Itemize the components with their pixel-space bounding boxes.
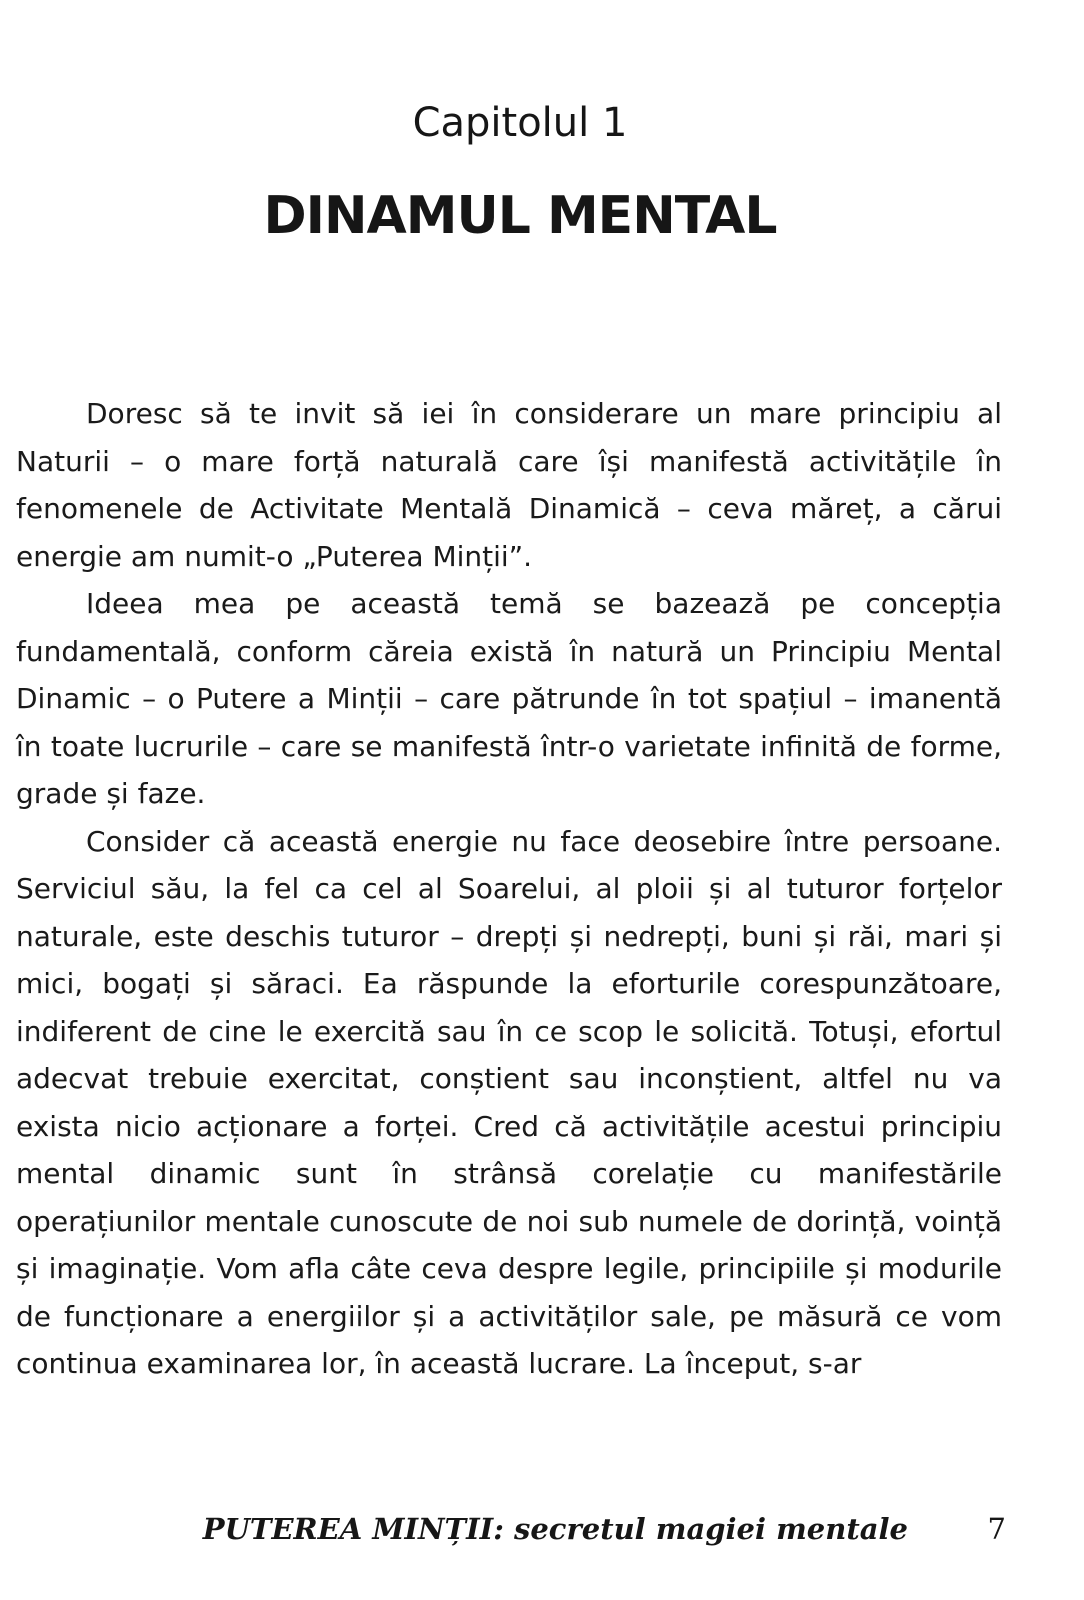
chapter-label: Capitolul 1 (412, 100, 628, 146)
chapter-title: DINAMUL MENTAL (263, 186, 777, 246)
page-number: 7 (987, 1512, 1006, 1546)
paragraph: Ideea mea pe această temă se bazează pe concepția fundamentală, conform căreia există în natură un Principiu Mental Dinamic – o Putere a Minții – care pătrunde în tot spațiul – imanentă în toate lucrurile – care se manifestă într-o varietate infinită de forme, grade și faze. (16, 587, 1002, 810)
paragraph: Doresc să te invit să iei în considerare un mare principiu al Naturii – o mare forță naturală care își manifestă activitățile în fenomenele de Activitate Mentală Dinamică – ceva măreț, a cărui energie am numit-o „Puterea Minții”. (16, 397, 1002, 573)
running-title: PUTEREA MINȚII: secretul magiei mentale (202, 1512, 908, 1546)
paragraph: Consider că această energie nu face deosebire între persoane. Serviciul său, la fel ca cel al Soarelui, al ploii și al tuturor forțelor naturale, este deschis tuturor – drepți și nedrepți, buni și răi, mari și mici, bogați și săraci. Ea răspunde la eforturile corespunzătoare, indiferent de cine le exercită sau în ce scop le solicită. Totuși, efortul adecvat trebuie exercitat, conștient sau inconștient, altfel nu va exista nicio acționare a forței. Cred că activitățile acestui principiu mental dinamic sunt în strânsă corelație cu manifestările operațiunilor mentale cunoscute de noi sub numele de dorință, voință și imaginație. Vom afla câte ceva despre legile, principiile și modurile de funcționare a energiilor și a activităților sale, pe măsură ce vom continua examinarea lor, în această lucrare. La început, s-ar (16, 824, 1002, 1380)
body-text (16, 390, 1002, 1388)
page-footer (0, 1512, 1084, 1562)
